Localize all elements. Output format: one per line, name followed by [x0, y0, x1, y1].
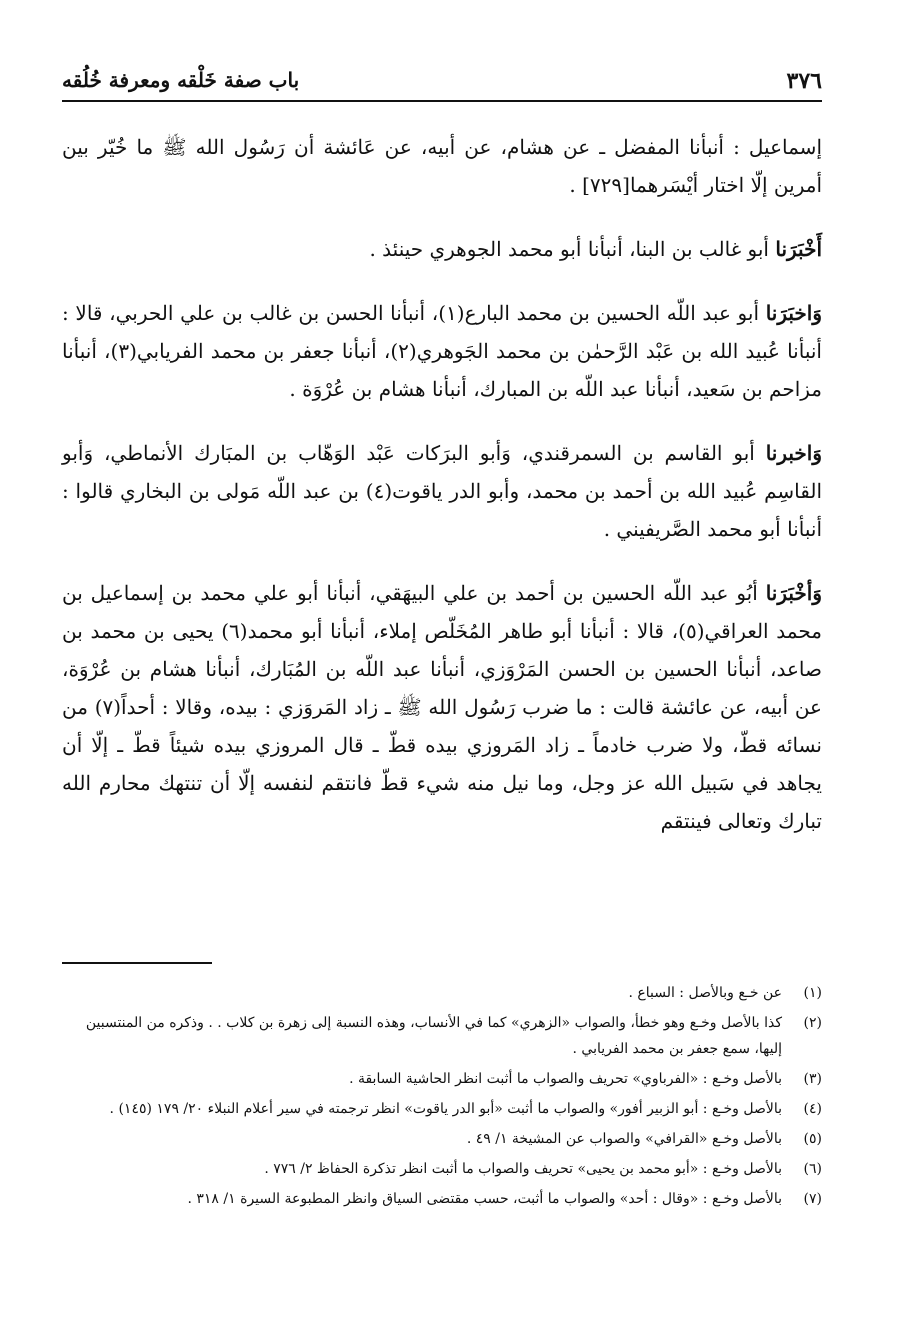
- footnote-number: (٤): [803, 1101, 822, 1117]
- footnote-text: بالأصل وخـع : أبو الزبير أفور» والصواب ما أثبت «أبو الدر ياقوت» انظر ترجمته في سير أعلام النبلاء ٢٠/ ١٧٩ (١٤٥) .: [109, 1101, 782, 1117]
- paragraph: [62, 574, 822, 840]
- paragraph-text: أبُو عبد اللّه الحسين بن أحمد بن علي البيهَقي، أنبأنا أبو علي محمد بن إسماعيل بن محمد العراقي(٥)، قالا : أنبأنا أبو طاهر المُخَلّص إملاء، أنبأنا أبو محمد(٦) يحيى بن محمد بن صاعد، أنبأنا الحسين بن الحسن المَرْوَزي، أنبأنا عبد اللّه بن المُبَارك، أنبأنا هشام بن عُرْوَة، عن أبيه، عن عائشة قالت : ما ضرب رَسُول الله ﷺ ـ زاد المَروَزي : بيده، وقالا : أحداً(٧) من نسائه قطّ، ولا ضرب خادماً ـ زاد المَروزي بيده قطّ ـ قال المروزي بيده شيئاً قطّ ـ إلّا أن يجاهد في سَبيل الله عز وجل، وما نيل منه شيء قطّ فانتقم لنفسه إلّا أن تنتهك محارم الله تبارك وتعالى فينتقم: [62, 581, 822, 833]
- footnote: [62, 1126, 822, 1152]
- footnote: [62, 980, 822, 1006]
- footnote-text: كذا بالأصل وخـع وهو خطأ، والصواب «الزهري» كما في الأنساب، وهذه النسبة إلى زهرة بن كلاب . . وذكره من المنتسبين إليها، سمع جعفر بن محمد الفريابي .: [85, 1015, 782, 1057]
- footnote-number: (٧): [803, 1191, 822, 1207]
- footnote: [62, 1096, 822, 1122]
- footnote-number: (٣): [803, 1071, 822, 1087]
- main-text: [62, 128, 822, 866]
- footnote-text: عن خـع وبالأصل : السباع .: [628, 985, 782, 1001]
- paragraph: [62, 230, 822, 268]
- footnote-number: (٢): [803, 1015, 822, 1031]
- paragraph-lead: وَأخْبَرَنا: [765, 581, 822, 605]
- footnote-text: بالأصل وخـع : «وقال : أحد» والصواب ما أثبت، حسب مقتضى السياق وانظر المطبوعة السيرة ١/ ٣١٨ .: [187, 1191, 782, 1207]
- footnotes: [62, 980, 822, 1216]
- footnote-text: بالأصل وخـع «القرافي» والصواب عن المشيخة ١/ ٤٩ .: [466, 1131, 782, 1147]
- footnote: [62, 1066, 822, 1092]
- paragraph-text: أبو غالب بن البنا، أنبأنا أبو محمد الجوهري حينئذ .: [369, 237, 776, 261]
- footnote: [62, 1010, 822, 1062]
- paragraph-lead: أَخْبَرَنا: [775, 237, 822, 261]
- footnote: [62, 1156, 822, 1182]
- header-divider: [62, 100, 822, 102]
- paragraph-text: أبو عبد اللّه الحسين بن محمد البارع(١)، أنبأنا الحسن بن غالب بن علي الحربي، قالا : أنبأنا عُبيد الله بن عَبْد الرَّحمٰن بن محمد الجَوهري(٢)، أنبأنا جعفر بن محمد الفريابي(٣)، أنبأنا مزاحم بن سَعيد، أنبأنا عبد اللّه بن المبارك، أنبأنا هشام بن عُرْوَة .: [62, 301, 822, 401]
- footnote-text: بالأصل وخـع : «الفرباوي» تحريف والصواب ما أثبت انظر الحاشية السابقة .: [349, 1071, 782, 1087]
- paragraph-text: إسماعيل : أنبأنا المفضل ـ عن هشام، عن أبيه، عن عَائشة أن رَسُول الله ﷺ ما خُيّر بين أمرين إلّا اختار أيْسَرهما[٧٢٩] .: [62, 135, 822, 197]
- paragraph: [62, 128, 822, 204]
- footnote-divider: [62, 962, 212, 964]
- footnote-number: (٦): [803, 1161, 822, 1177]
- paragraph: [62, 294, 822, 408]
- footnote-text: بالأصل وخـع : «أبو محمد بن يحيى» تحريف والصواب ما أثبت انظر تذكرة الحفاظ ٢/ ٧٧٦ .: [264, 1161, 782, 1177]
- chapter-title: باب صفة خَلْقه ومعرفة خُلُقه: [62, 68, 300, 92]
- page: [62, 58, 822, 1318]
- footnote: [62, 1186, 822, 1212]
- footnote-number: (٥): [803, 1131, 822, 1147]
- page-header: [62, 58, 822, 98]
- footnote-number: (١): [803, 985, 822, 1001]
- page-number: ٣٧٦: [786, 68, 822, 94]
- paragraph-lead: وَاخبرنا: [765, 441, 822, 465]
- paragraph-lead: وَاخبَرَنا: [765, 301, 822, 325]
- paragraph-text: أبو القاسم بن السمرقندي، وَأبو البرَكات عَبْد الوَهّاب بن المبَارك الأنماطي، وَأبو القاسِم عُبيد الله بن أحمد بن محمد، وأبو الدر ياقوت(٤) بن عبد اللّه مَولى بن البخاري قالوا : أنبأنا أبو محمد الصَّريفيني .: [62, 441, 823, 541]
- paragraph: [62, 434, 822, 548]
